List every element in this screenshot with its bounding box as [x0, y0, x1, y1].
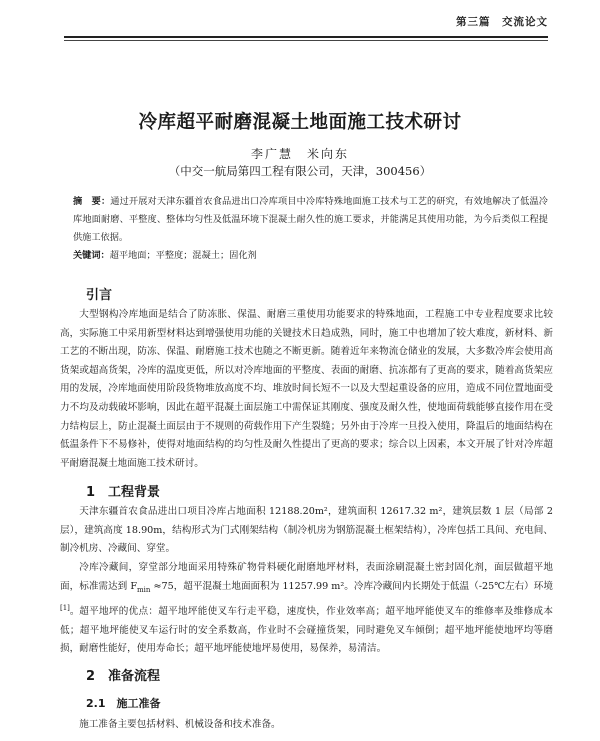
s1-p2-main: 冷库冷藏间，穿堂部分地面采用特殊矿物骨料硬化耐磨地坪材料，表面涂刷混凝土密封固化剂，面层做超平地面，标准需达到 F: [60, 562, 553, 592]
section-1-paragraph-1: 天津东疆首农食品进出口项目冷库占地面积 12188.20m²，建筑面积 12617.32 m²，建筑层数 1 层（局部 2 层），建筑高度 18.90m，结构形式为门式刚架结构（制冷机房为钢筋混凝土框架结构），冷库包括工具间、充电间、制冷机房、冷藏间、穿堂。: [60, 506, 553, 555]
s1-p2-subscript: min: [136, 585, 151, 594]
section-2-1-paragraph: 施工准备主要包括材料、机械设备和技术准备。: [79, 719, 281, 730]
intro-paragraph: 大型钢构冷库地面是结合了防冻胀、保温、耐磨三重使用功能要求的特殊地面，工程施工中专业程度要求比较高，实际施工中采用新型材料达到增强使用功能的关键技术日趋成熟，同时，施工中也增加了较大难度，新材料、新工艺的不断出现，防冻、保温、耐磨施工技术也随之不断更新。随着近年来物流仓储业的发展，大多数冷库会使用高货架或超高货架，冷库的温度更低，所以对冷库地面的平整度、表面的耐磨、抗冻都有了更高的要求，随着高货架应用的发展，冷库地面使用阶段货物堆放高度不均、堆放时间长短不一以及大型起重设备的应用，造成不同位置地面受力不均及动载破坏影响，因此在超平混凝土面层施工中需保证其刚度、强度及耐久性，使地面荷载能够直接作用在受力结构层上，防止混凝土面层由于不规则的荷载作用下产生裂缝；另外由于冷库一旦投入使用，降温后的地面结构在低温条件下不易修补，使得对地面结构的均匀性及耐久性提出了更高的要求；综合以上因素，本文开展了针对冷库超平耐磨混凝土地面施工技术研讨。: [60, 309, 553, 469]
abstract-text: 通过开展对天津东疆首农食品进出口冷库项目中冷库特殊地面施工技术与工艺的研究，有效地解决了低温冷库地面耐磨、平整度、整体均匀性及低温环境下混凝土耐久性的施工要求，并能满足其使用功能，为今后类似工程提供施工依据。: [73, 196, 548, 243]
s1-p2-tail: ≈75，超平混凝土地面面积为 11257.99 m²。冷库冷藏间内长期处于低温（-25℃左右）环境: [150, 580, 553, 592]
running-header: [64, 14, 548, 36]
section-2-heading: 2 准备流程: [86, 669, 161, 684]
header-rule-thin: [64, 40, 548, 41]
keywords: [73, 248, 548, 264]
section-label: 第三篇 交流论文: [456, 16, 548, 28]
reference-1: [1]: [60, 604, 70, 613]
paper-title: 冷库超平耐磨混凝土地面施工技术研讨: [138, 112, 462, 133]
abstract: [73, 193, 548, 247]
section-2-1-heading: 2.1 施工准备: [86, 697, 161, 710]
section-1-heading: 1 工程背景: [86, 485, 161, 500]
section-1-paragraph-3: 超平地坪的优点：超平地坪能使叉车行走平稳，速度快，作业效率高；超平地坪能使叉车的维修率及维修成本低；超平地坪能使叉车运行时的安全系数高，作业时不会碰撞货架，同时避免叉车倾倒；超平地坪能使地坪均等磨损，耐磨性能好，使用寿命长；超平地坪能使地坪易使用，易保养，易清洁。: [60, 606, 553, 655]
intro-heading: 引言: [86, 288, 113, 303]
keywords-text: 超平地面；平整度；混凝土；固化剂: [109, 250, 257, 261]
keywords-label: 关键词：: [73, 250, 110, 261]
abstract-label: 摘 要：: [73, 196, 111, 207]
s1-p2-end: 。: [69, 606, 80, 618]
paper-affiliation: （中交一航局第四工程有限公司，天津，300456）: [168, 164, 432, 178]
header-rule-thick: [64, 36, 548, 38]
paper-authors: 李广慧 米向东: [250, 147, 349, 161]
